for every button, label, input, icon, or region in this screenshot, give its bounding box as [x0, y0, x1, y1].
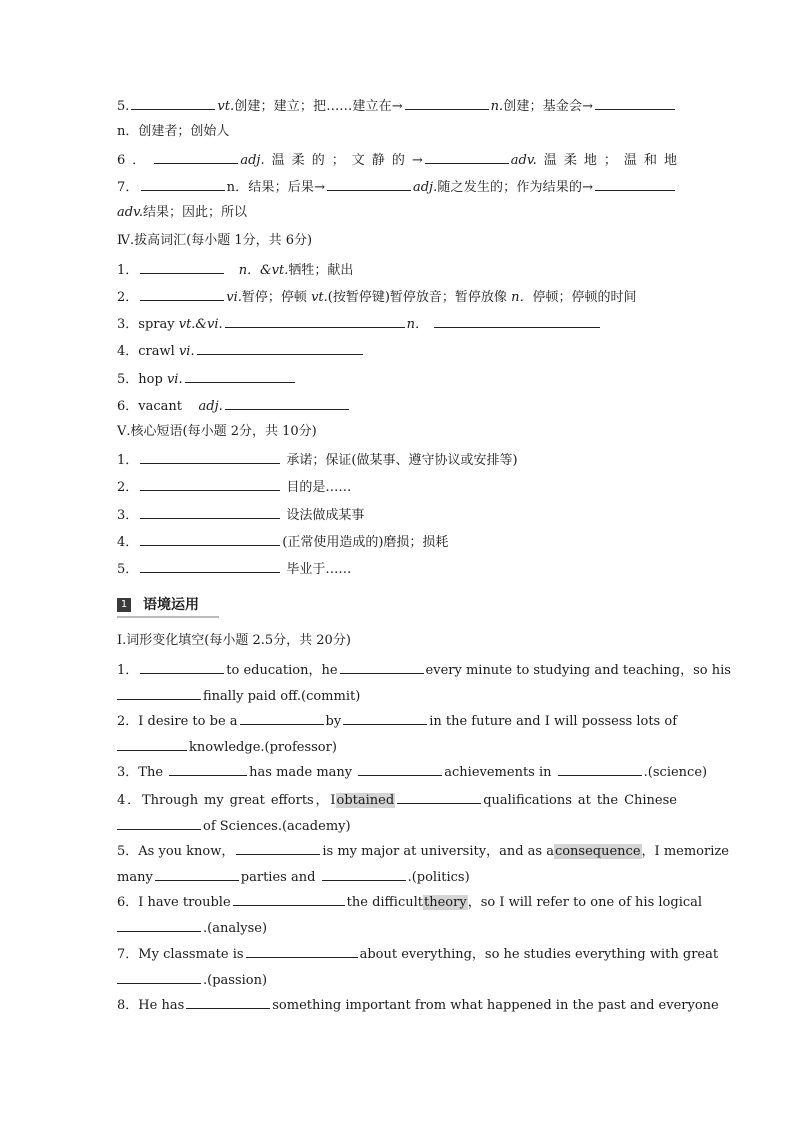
question-8: [117, 995, 719, 1015]
item-number: 3．: [117, 317, 139, 332]
question-1: [117, 660, 731, 680]
question-text: I have trouble: [138, 895, 231, 910]
pos-label: adj.: [412, 180, 438, 195]
question-text: Through my great efforts，I: [141, 793, 336, 808]
answer-blank[interactable]: [186, 995, 270, 1009]
word: spray: [138, 317, 175, 332]
pos-label: adv.: [510, 153, 537, 168]
pos-label: n．&vt.: [238, 263, 289, 278]
question-text: of Sciences.(academy): [203, 819, 351, 834]
question-text: finally paid off.(commit): [203, 689, 361, 704]
word: hop: [138, 372, 163, 387]
definition: 目的是……: [286, 480, 352, 495]
question-text: My classmate is: [138, 947, 244, 962]
answer-blank[interactable]: [322, 867, 406, 881]
answer-blank[interactable]: [155, 867, 239, 881]
answer-blank[interactable]: [140, 477, 280, 491]
answer-blank[interactable]: [233, 892, 345, 906]
vocab-item-6: [117, 150, 677, 170]
advanced-item-2: [117, 287, 677, 307]
question-text: .(analyse): [203, 921, 268, 936]
question-text: every minute to studying and teaching，so his: [425, 663, 731, 678]
item-number: 3．: [117, 765, 139, 780]
part1-heading: Ⅰ.词形变化填空(每小题 2.5分，共 20分): [117, 633, 351, 648]
item-number: 7．: [117, 947, 139, 962]
answer-blank[interactable]: [117, 737, 187, 751]
question-text: by: [325, 714, 342, 729]
definition: 创建；建立；把……建立在→: [234, 99, 403, 114]
answer-blank[interactable]: [225, 396, 349, 410]
vocab-item-7: [117, 177, 677, 197]
question-4: [117, 790, 677, 810]
vocab-item-7-continued: [117, 204, 677, 222]
item-number: 5．: [117, 562, 139, 577]
item-number: 8．: [117, 998, 139, 1013]
pos-label: n.: [490, 99, 504, 114]
question-text: ，I memorize: [641, 844, 729, 859]
definition: n．结果；后果→: [226, 180, 325, 195]
definition: (正常使用造成的)磨损；损耗: [282, 535, 449, 550]
section-heading-4: Ⅳ.拔高词汇(每小题 1分，共 6分): [117, 233, 313, 248]
pos-label: adv.: [117, 205, 144, 220]
phrase-item-1: [117, 450, 677, 470]
advanced-item-3: [117, 314, 677, 334]
pos-label: adj.: [240, 153, 265, 168]
definition: (按暂停键)暂停放音；暂停放像: [327, 290, 507, 305]
answer-blank[interactable]: [558, 762, 642, 776]
answer-blank[interactable]: [169, 762, 247, 776]
advanced-item-1: [117, 260, 677, 280]
phrase-item-2: [117, 477, 677, 497]
section-number-icon: 1: [117, 598, 131, 612]
answer-blank[interactable]: [117, 816, 201, 830]
definition: 结果；因此；所以: [143, 205, 248, 220]
pos-label: vi.: [226, 290, 242, 305]
definition: n．创建者；创始人: [117, 124, 230, 139]
answer-blank[interactable]: [225, 314, 405, 328]
item-number: 6．: [117, 399, 139, 414]
question-text: in the future and I will possess lots of: [429, 714, 678, 729]
definition: 设法做成某事: [286, 508, 365, 523]
item-number: 1．: [117, 663, 139, 678]
pos-label: n．: [406, 317, 429, 332]
item-number: 4．: [117, 535, 139, 550]
question-text: many: [117, 870, 153, 885]
question-text: .(passion): [203, 973, 268, 988]
item-number: 4．: [117, 344, 139, 359]
definition: 随之发生的；作为结果的→: [437, 180, 593, 195]
answer-blank[interactable]: [140, 287, 224, 301]
answer-blank[interactable]: [197, 341, 363, 355]
answer-blank[interactable]: [141, 177, 225, 191]
question-4-continued: [117, 816, 677, 836]
item-number: 2．: [117, 480, 139, 495]
answer-blank[interactable]: [595, 177, 675, 191]
question-6-continued: [117, 918, 677, 938]
question-text: about everything，so he studies everything with great: [359, 947, 719, 962]
question-1-continued: [117, 686, 677, 706]
question-text: the difficult: [346, 895, 423, 910]
question-text: something important from what happened in the past and everyone: [272, 998, 719, 1013]
question-2-continued: [117, 737, 677, 757]
answer-blank[interactable]: [236, 841, 320, 855]
question-6: [117, 892, 703, 912]
pos-label: vi.: [166, 372, 183, 387]
phrase-item-4: [117, 532, 677, 552]
question-5-continued: [117, 867, 677, 887]
item-number: 5．: [117, 372, 139, 387]
answer-blank[interactable]: [140, 450, 280, 464]
definition: 毕业于……: [286, 562, 352, 577]
answer-blank[interactable]: [140, 505, 280, 519]
vocab-item-5-continued: [117, 123, 677, 141]
item-number: 2．: [117, 714, 139, 729]
question-text: I desire to be a: [138, 714, 238, 729]
section-banner: [117, 596, 219, 618]
question-7-continued: [117, 970, 677, 990]
answer-blank[interactable]: [434, 314, 600, 328]
item-number: 6．: [117, 153, 153, 168]
vocab-item-5: [117, 96, 677, 116]
answer-blank[interactable]: [343, 711, 427, 725]
answer-blank[interactable]: [140, 559, 280, 573]
item-number: 1．: [117, 263, 139, 278]
highlighted-word: consequence: [554, 844, 641, 859]
answer-blank[interactable]: [358, 762, 442, 776]
question-text: .(politics): [407, 870, 470, 885]
question-3: [117, 762, 708, 782]
answer-blank[interactable]: [140, 532, 280, 546]
answer-blank[interactable]: [397, 790, 481, 804]
highlighted-word: theory: [424, 895, 467, 910]
answer-blank[interactable]: [117, 686, 201, 700]
advanced-item-5: [117, 369, 677, 389]
question-text: parties and: [240, 870, 316, 885]
pos-label: vt.&vi.: [178, 317, 223, 332]
answer-blank[interactable]: [340, 660, 424, 674]
pos-label: vt.: [217, 99, 235, 114]
question-text: As you know，: [138, 844, 235, 859]
item-number: 5．: [117, 844, 139, 859]
item-number: 3．: [117, 508, 139, 523]
question-text: ，so I will refer to one of his logical: [467, 895, 703, 910]
pos-label: vi.: [178, 344, 195, 359]
definition: 温柔的；文静的→: [264, 153, 423, 168]
question-text: The: [138, 765, 164, 780]
phrase-item-3: [117, 505, 677, 525]
answer-blank[interactable]: [140, 260, 224, 274]
answer-blank[interactable]: [405, 96, 489, 110]
item-number: 4．: [117, 793, 142, 808]
answer-blank[interactable]: [117, 970, 201, 984]
answer-blank[interactable]: [595, 96, 675, 110]
advanced-item-4: [117, 341, 677, 361]
question-text: He has: [138, 998, 185, 1013]
definition: 停顿；停顿的时间: [532, 290, 637, 305]
answer-blank[interactable]: [327, 177, 411, 191]
banner-title: 语境运用: [143, 597, 199, 613]
definition: 温柔地；温和地: [536, 153, 677, 168]
answer-blank[interactable]: [425, 150, 509, 164]
question-text: achievements in: [444, 765, 552, 780]
question-7: [117, 944, 719, 964]
question-text: to education，he: [226, 663, 338, 678]
answer-blank[interactable]: [131, 96, 215, 110]
item-number: 2．: [117, 290, 139, 305]
question-text: is my major at university，and as a: [322, 844, 554, 859]
answer-blank[interactable]: [154, 150, 238, 164]
question-text: .(science): [643, 765, 708, 780]
item-number: 5.: [117, 99, 130, 114]
answer-blank[interactable]: [240, 711, 324, 725]
definition: 创建；基金会→: [503, 99, 593, 114]
item-number: 1．: [117, 453, 139, 468]
pos-label: adj.: [198, 399, 223, 414]
section-heading-5: Ⅴ.核心短语(每小题 2分，共 10分): [117, 424, 317, 439]
answer-blank[interactable]: [140, 660, 224, 674]
item-number: 6．: [117, 895, 139, 910]
question-5: [117, 841, 729, 861]
question-text: knowledge.(professor): [189, 740, 337, 755]
question-2: [117, 711, 677, 731]
advanced-item-6: [117, 396, 677, 416]
answer-blank[interactable]: [246, 944, 358, 958]
pos-label: n．: [511, 290, 533, 305]
phrase-item-5: [117, 559, 677, 579]
answer-blank[interactable]: [185, 369, 295, 383]
definition: 牺牲；献出: [288, 263, 354, 278]
question-text: qualifications at the Chinese: [483, 793, 677, 808]
item-number: 7．: [117, 180, 139, 195]
pos-label: vt.: [311, 290, 328, 305]
question-text: has made many: [249, 765, 353, 780]
word: crawl: [138, 344, 175, 359]
highlighted-word: obtained: [336, 793, 395, 808]
definition: 承诺；保证(做某事、遵守协议或安排等): [286, 453, 518, 468]
answer-blank[interactable]: [117, 918, 201, 932]
definition: 暂停；停顿: [241, 290, 307, 305]
word: vacant: [138, 399, 183, 414]
